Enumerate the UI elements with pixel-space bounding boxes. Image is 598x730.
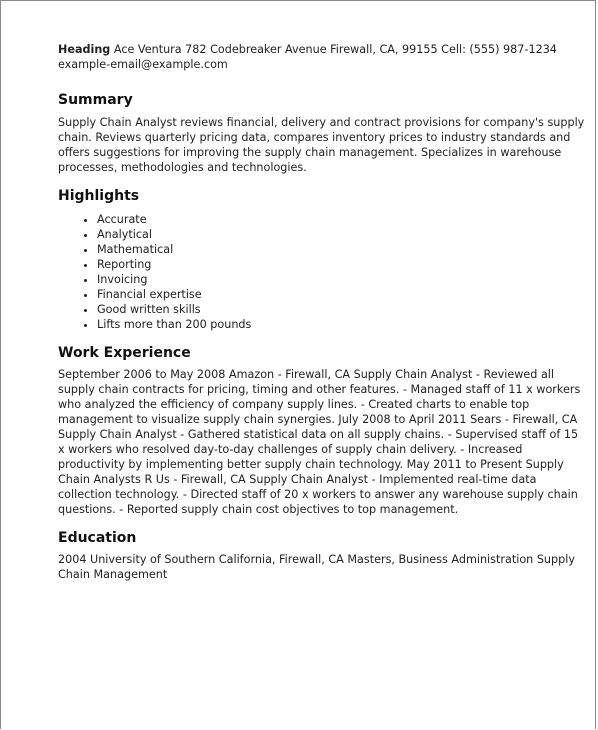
highlight-item: • Lifts more than 200 pounds [97, 317, 588, 332]
highlight-item: • Mathematical [97, 242, 588, 257]
heading-label: Heading [58, 43, 111, 56]
highlights-list [58, 212, 588, 332]
resume-content [58, 42, 588, 582]
highlight-item: • Reporting [97, 257, 588, 272]
heading-contact-text: Ace Ventura 782 Codebreaker Avenue Firewall, CA, 99155 Cell: (555) 987-1234 example-email@example.com [58, 43, 557, 71]
education-text: 2004 University of Southern California, Firewall, CA Masters, Business Administration Supply Chain Management [58, 553, 575, 581]
highlight-item: • Invoicing [97, 272, 588, 287]
highlight-item: • Good written skills [97, 302, 588, 317]
work-experience-text: September 2006 to May 2008 Amazon - Firewall, CA Supply Chain Analyst - Reviewed all supply chain contracts for pricing, timing and other features. - Managed staff of 11 x workers who analyzed the efficiency of company supply lines. - Created charts to enable top management to visualize supply chain synergies. July 2008 to April 2011 Sears - Firewall, CA Supply Chain Analyst - Gathered statistical data on all supply chains. - Supervised staff of 15 x workers who resolved day-to-day challenges of supply chain delivery. - Increased productivity by implementing better supply chain technology. May 2011 to Present Supply Chain Analysts R Us - Firewall, CA Supply Chain Analyst - Implemented real-time data collection technology. - Directed staff of 20 x workers to answer any warehouse supply chain questions. - Reported supply chain cost objectives to top management. [58, 368, 581, 516]
highlight-item: • Financial expertise [97, 287, 588, 302]
highlight-item: • Accurate [97, 212, 588, 227]
education-title: Education [58, 530, 137, 546]
work-experience-title: Work Experience [58, 345, 191, 361]
heading-section [58, 42, 588, 72]
highlights-title: Highlights [58, 188, 140, 204]
summary-title: Summary [58, 92, 133, 108]
summary-text: Supply Chain Analyst reviews financial, delivery and contract provisions for company's supply chain. Reviews quarterly pricing data, compares inventory prices to industry standards and offers suggestions for improving the supply chain management. Specializes in warehouse processes, methodologies and technologies. [58, 116, 585, 174]
highlight-item: • Analytical [97, 227, 588, 242]
